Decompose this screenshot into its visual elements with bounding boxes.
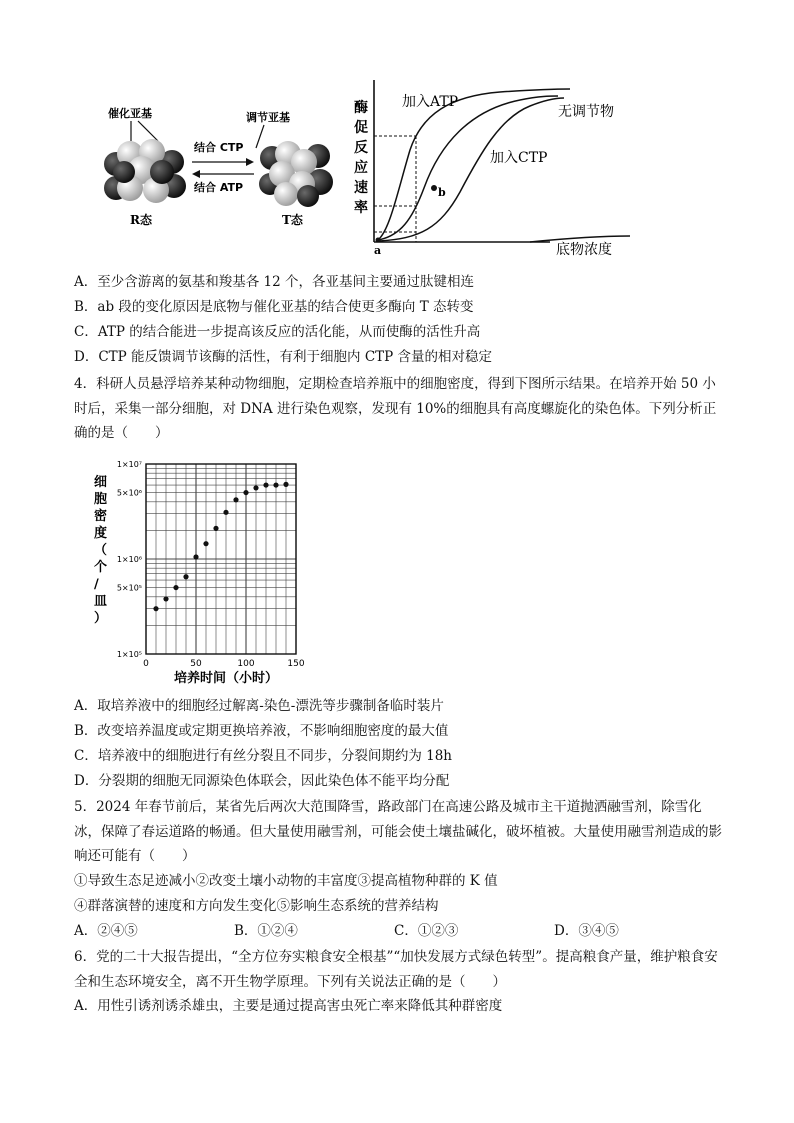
cell-density-chart — [84, 452, 314, 690]
q5-items-line1: ①导致生态足迹减小②改变土壤小动物的丰富度③提高植物种群的 K 值 — [74, 873, 498, 889]
regulatory-subunit-label: 调节亚基 — [246, 111, 290, 124]
catalytic-subunit-label: 催化亚基 — [108, 107, 152, 120]
y-label-char: （ — [94, 543, 108, 558]
q5-option-d: D．③④⑤ — [554, 923, 619, 939]
chart-grid — [146, 464, 296, 654]
q4-stem: 4．科研人员悬浮培养某种动物细胞，定期检查培养瓶中的细胞密度，得到下图所示结果。在培养开始 50 小时后，采集一部分细胞，对 DNA 进行染色观察，发现有 10%的细胞具有高度螺旋化的染色体。下列分析正确的是（ ） — [74, 376, 717, 441]
x-tick-label: 100 — [237, 659, 255, 669]
q6-option-a: A．用性引诱剂诱杀雄虫，主要是通过提高害虫死亡率来降低其种群密度 — [74, 998, 503, 1014]
data-point — [233, 497, 238, 502]
q5-option-b: B．①②④ — [234, 923, 298, 939]
ylabel-char-4: 应 — [354, 160, 368, 176]
y-tick-label: 1×10⁷ — [116, 460, 142, 469]
q3-option-d: D．CTP 能反馈调节该酶的活性，有利于细胞内 CTP 含量的相对稳定 — [74, 349, 493, 365]
r-state-molecule — [104, 139, 186, 203]
q4-option-a: A．取培养液中的细胞经过解离-染色-漂洗等步骤制备临时装片 — [74, 698, 444, 714]
q4-option-c: C．培养液中的细胞进行有丝分裂且不同步，分裂间期约为 18h — [74, 748, 452, 764]
chart-ticks — [117, 460, 305, 669]
enzyme-state-diagram — [96, 96, 346, 256]
q5-items-line2: ④群落演替的速度和方向发生变化⑤影响生态系统的营养结构 — [74, 898, 439, 914]
y-label-char: ） — [94, 611, 108, 626]
q3-option-c: C．ATP 的结合能进一步提高该反应的活化能，从而使酶的活性升高 — [74, 324, 481, 340]
t-state-label: T态 — [282, 213, 303, 227]
curve-none-label: 无调节物 — [558, 104, 614, 120]
q6-stem: 6．党的二十大报告提出，“全方位夯实粮食安全根基”“加快发展方式绿色转型”。提高粮食产量，维护粮食安全和生态环境安全，离不开生物学原理。下列有关说法正确的是（ ） — [74, 949, 718, 990]
q4-option-d: D．分裂期的细胞无同源染色体联会，因此染色体不能平均分配 — [74, 773, 450, 789]
y-label-char: / — [94, 577, 99, 592]
chart-ylabel — [94, 475, 107, 626]
y-label-char: 细 — [94, 475, 108, 490]
data-point — [283, 482, 288, 487]
data-point — [193, 554, 198, 559]
data-point — [223, 510, 228, 515]
point-a-label: a — [374, 244, 382, 257]
q4-option-b: B．改变培养温度或定期更换培养液，不影响细胞密度的最大值 — [74, 723, 449, 739]
data-point — [263, 482, 268, 487]
y-label-char: 皿 — [94, 594, 108, 609]
q5-option-c: C．①②③ — [394, 923, 459, 939]
y-label-char: 密 — [94, 509, 108, 524]
xlabel: 底物浓度 — [556, 242, 612, 258]
data-point — [153, 606, 158, 611]
y-label-char: 度 — [94, 526, 108, 541]
y-label-char: 胞 — [94, 492, 108, 507]
x-tick-label: 0 — [143, 659, 149, 669]
curve-ctp-label: 加入CTP — [490, 150, 548, 166]
data-point — [253, 485, 258, 490]
arrow-forward-label: 结合 CTP — [194, 141, 244, 154]
y-label-char: 个 — [94, 560, 108, 575]
y-tick-label: 1×10⁵ — [116, 650, 142, 659]
data-point — [183, 574, 188, 579]
data-point — [213, 526, 218, 531]
point-b-label: b — [438, 186, 446, 199]
x-tick-label: 50 — [190, 659, 202, 669]
data-point — [243, 490, 248, 495]
q5-option-a: A．②④⑤ — [74, 923, 138, 939]
q5-options — [74, 921, 724, 941]
y-tick-label: 5×10⁵ — [116, 583, 142, 593]
data-point — [173, 585, 178, 590]
q3-option-b: B．ab 段的变化原因是底物与催化亚基的结合使更多酶向 T 态转变 — [74, 299, 474, 315]
data-point — [203, 541, 208, 546]
arrow-back-label: 结合 ATP — [194, 181, 244, 194]
curve-ctp — [378, 98, 564, 241]
q5-stem: 5．2024 年春节前后，某省先后两次大范围降雪，路政部门在高速公路及城市主干道抛洒融雪剂，除雪化冰，保障了春运道路的畅通。但大量使用融雪剂，可能会使土壤盐碱化，破坏植被。大量使用融雪剂造成的影响还可能有（ ） — [74, 799, 722, 864]
q3-option-a: A．至少含游离的氨基和羧基各 12 个，各亚基间主要通过肽键相连 — [74, 274, 475, 290]
y-tick-label: 5×10⁶ — [116, 488, 142, 498]
t-state-molecule — [259, 141, 333, 207]
ylabel-char-1: 酶 — [354, 100, 368, 116]
data-point — [273, 482, 278, 487]
y-tick-label: 1×10⁶ — [116, 555, 142, 564]
data-point — [163, 596, 168, 601]
x-tick-label: 150 — [287, 659, 305, 669]
curve-atp-label: 加入ATP — [402, 94, 459, 110]
ylabel-char-6: 率 — [354, 200, 368, 216]
chart-points — [153, 482, 288, 611]
ylabel-char-5: 速 — [354, 180, 368, 196]
reaction-rate-graph — [350, 70, 640, 260]
chart-xlabel: 培养时间（小时） — [174, 671, 279, 686]
ylabel-char-2: 促 — [354, 120, 368, 136]
r-state-label: R态 — [130, 213, 152, 227]
ylabel-char-3: 反 — [354, 140, 368, 156]
